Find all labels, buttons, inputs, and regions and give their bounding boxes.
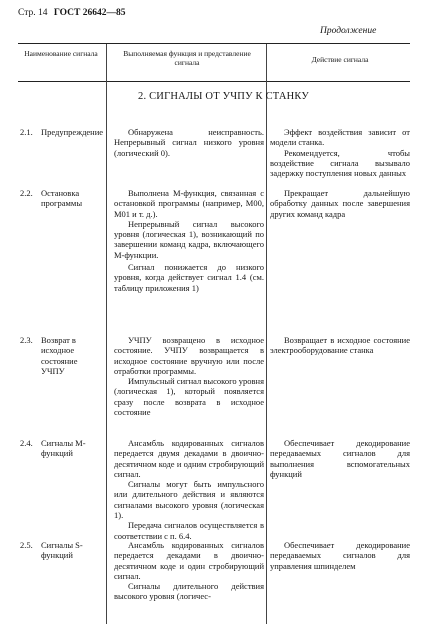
continuation-label: Продолжение: [320, 26, 377, 36]
row-number: 2.5.: [20, 540, 33, 550]
column-divider-2: [266, 44, 267, 624]
action-text: Обеспечивает декодирование передаваемых сигналов для выполнения вспомогательных функций: [270, 438, 410, 479]
function-text: Сигналы могут быть импульсного или длительного действия и являются сигналами высокого уровня (логическая 1).: [114, 479, 264, 521]
signal-name: Сигналы М-функций: [41, 438, 86, 459]
page-header: [18, 8, 408, 22]
function-text: Сигналы длительного действия высокого уровня (логичес-: [114, 581, 264, 602]
column-header-function: Выполняемая функция и представление сигнала: [123, 49, 251, 67]
action-text: Эффект воздействия зависит от модели станка.: [270, 127, 410, 148]
row-action-2-1: [270, 127, 410, 178]
function-text: УЧПУ возвращено в исходное состояние. УЧПУ возвращается в исходное состояние вручную или после отработки программы.: [114, 335, 264, 376]
column-header-action: Действие сигнала: [311, 55, 369, 64]
row-function-2-4: [114, 438, 264, 541]
section-title: 2. СИГНАЛЫ ОТ УЧПУ К СТАНКУ: [138, 91, 310, 102]
signal-name: Сигналы S-функций: [41, 540, 83, 561]
row-action-2-2: [270, 188, 410, 219]
function-text: Импульсный сигнал высокого уровня (логическая 1), который появляется сразу после возврата в исходное состояние: [114, 376, 264, 418]
action-text: Рекомендуется, чтобы воздействие сигнала вызывало задержку поступления новых данных: [270, 147, 410, 179]
row-function-2-3: [114, 335, 264, 417]
action-text: Возвращает в исходное состояние электрооборудование станка: [270, 335, 410, 356]
standard-code: ГОСТ 26642—85: [53, 8, 126, 18]
function-text: Ансамбль кодированных сигналов передается декадами в двоично-десятичном коде и один стробирующий сигнал.: [114, 540, 264, 581]
row-number: 2.3.: [20, 335, 33, 345]
action-text: Прекращает дальнейшую обработку данных после завершения других команд кадра: [270, 188, 410, 219]
row-number: 2.1.: [20, 127, 33, 137]
table-top-rule: [18, 43, 410, 44]
row-action-2-3: [270, 335, 410, 356]
row-action-2-4: [270, 438, 410, 479]
function-text: Выполнена М-функция, связанная с остановкой программы (например, M00, M01 и т. д.).: [114, 188, 264, 219]
column-header-name: Наименование сигнала: [24, 49, 98, 58]
table-header-rule: [18, 81, 410, 82]
column-divider-1: [106, 44, 107, 624]
function-text: Ансамбль кодированных сигналов передается двумя декадами в двоично-десятичном коде и одним стробирующий сигнал.: [114, 438, 264, 479]
row-number: 2.4.: [20, 438, 33, 448]
row-function-2-1: [114, 127, 264, 158]
row-action-2-5: [270, 540, 410, 571]
function-text: Передача сигналов осуществляется в соответствии с п. 6.4.: [114, 520, 264, 541]
action-text: Обеспечивает декодирование передаваемых сигналов для управления шпинделем: [270, 540, 410, 571]
signal-name: Возврат в исходное состояние УЧПУ: [41, 335, 78, 376]
function-text: Сигнал понижается до низкого уровня, когда действует сигнал 1.4 (см. таблицу приложения 1): [114, 262, 264, 293]
row-function-2-5: [114, 540, 264, 602]
function-text: Обнаружена неисправность. Непрерывный сигнал низкого уровня (логический 0).: [114, 127, 264, 158]
page-label: Стр. 14: [18, 8, 48, 18]
row-number: 2.2.: [20, 188, 33, 198]
function-text: Непрерывный сигнал высокого уровня (логическая 1), возникающий по завершении команд кадра, включающего М-функции.: [114, 218, 264, 260]
row-function-2-2: [114, 188, 264, 293]
signal-name: Остановка программы: [41, 188, 83, 209]
signal-name: Предупреждение: [41, 127, 104, 137]
